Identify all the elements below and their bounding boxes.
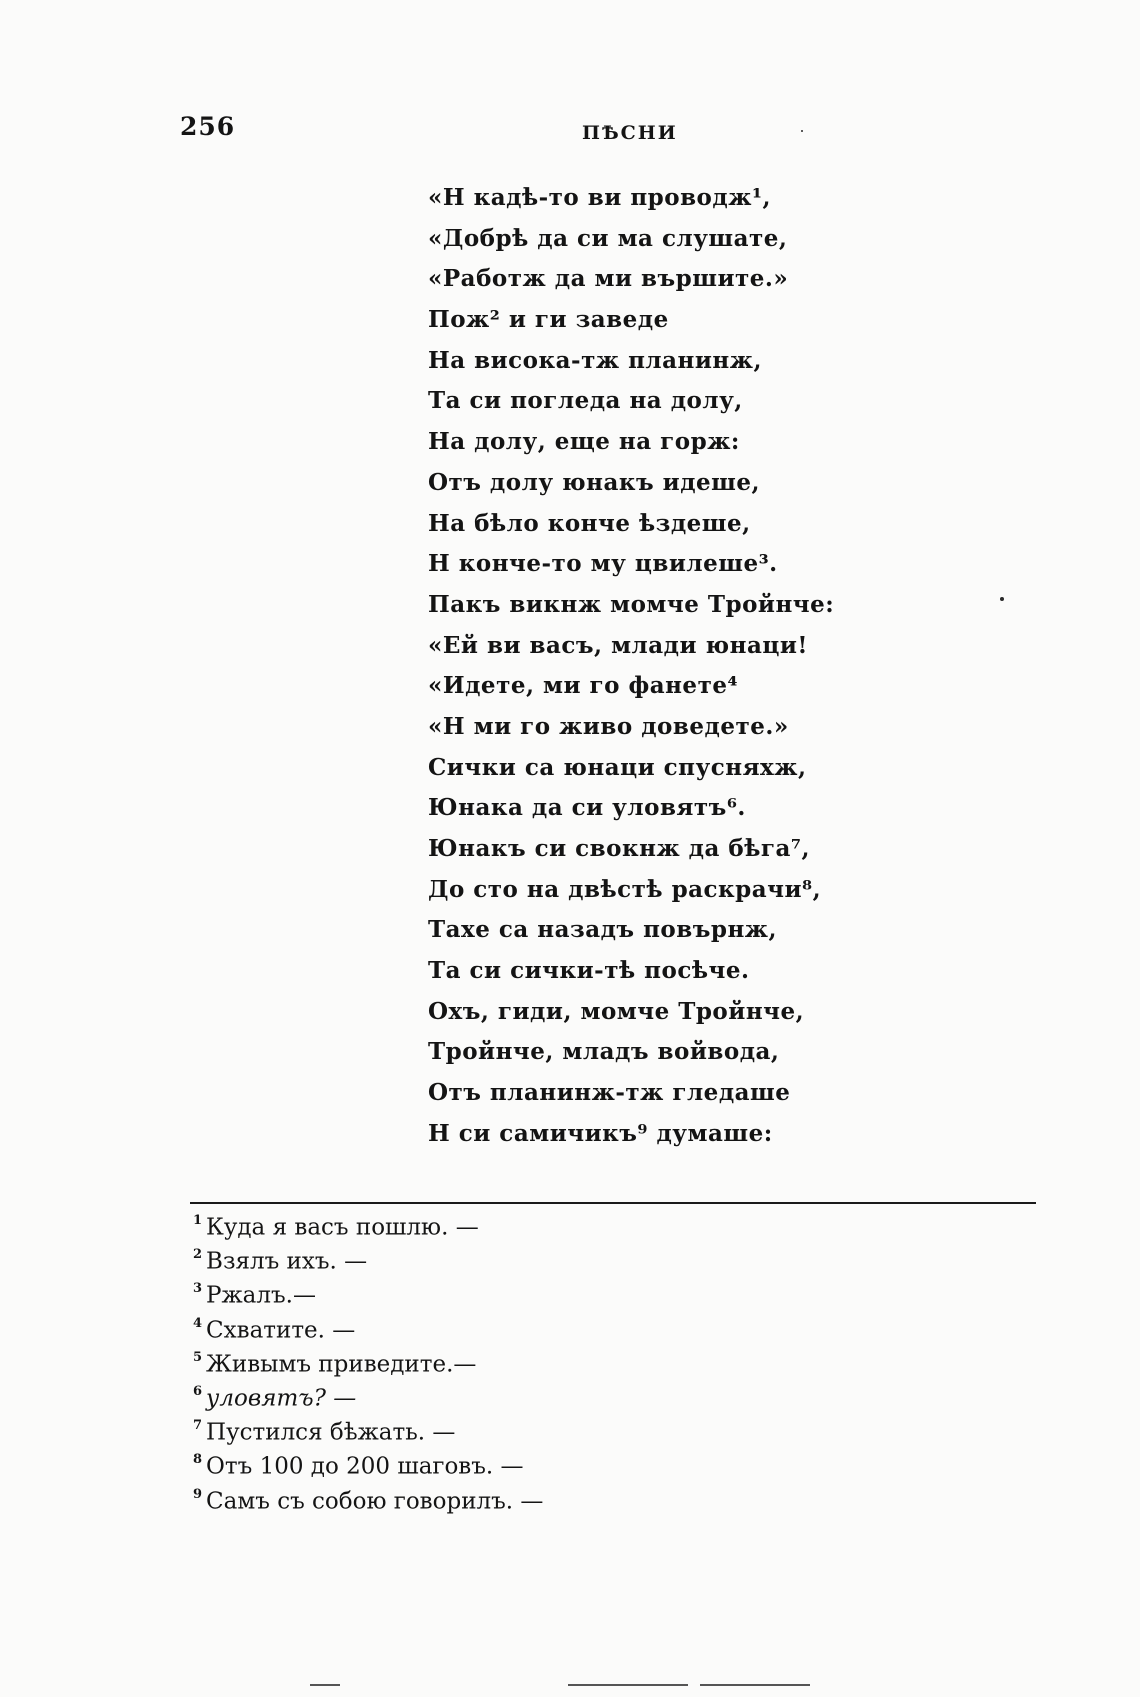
poem-verse: Пакъ викнж момче Тройнче:: [428, 590, 835, 618]
poem-verse: На бѣло конче ѣздеше,: [428, 509, 751, 537]
footnote-number: 5: [193, 1349, 203, 1365]
footnote: [193, 1480, 543, 1514]
footnote-text: Схватите. —: [206, 1317, 356, 1344]
footnote: [193, 1274, 543, 1308]
poem-verse: «Добрѣ да си ма слушате,: [428, 224, 788, 252]
footnote: [193, 1240, 543, 1274]
poem-verse: Та си сички-тѣ посѣче.: [428, 957, 750, 985]
footnote-text: Куда я васъ пошлю. —: [206, 1214, 479, 1241]
scan-edge-mark: [310, 1684, 340, 1686]
poem-verse: «Н кадѣ-то ви проводж¹,: [428, 184, 772, 211]
footnote-text: Самъ съ собою говорилъ. —: [206, 1488, 544, 1515]
poem-verse: На долу, еще на горж:: [428, 428, 740, 456]
poem-verse: Тройнче, младъ войвода,: [428, 1038, 780, 1066]
poem-verse: Охъ, гиди, момче Тройнче,: [428, 997, 805, 1025]
poem-verse: Пож² и ги заведе: [428, 306, 669, 334]
poem-verse: Юнакъ си свокнж да бѣга⁷,: [428, 835, 811, 862]
poem: [428, 178, 834, 1155]
footnote-number: 7: [193, 1418, 203, 1434]
poem-verse: Сички са юнаци спусняхж,: [428, 753, 807, 781]
footnote: [193, 1206, 543, 1240]
footnotes: [193, 1206, 543, 1514]
footnote-text: уловятъ? —: [206, 1385, 357, 1412]
poem-verse: Н конче-то му цвилеше³.: [428, 550, 778, 578]
footnote: [193, 1309, 543, 1343]
footnote-number: 6: [193, 1383, 203, 1399]
page-number: 256: [180, 112, 236, 141]
footnote-number: 1: [193, 1213, 203, 1228]
footnote-number: 9: [193, 1486, 203, 1502]
footnote: [193, 1343, 543, 1377]
poem-verse: «Ей ви васъ, млади юнаци!: [428, 631, 809, 659]
scan-edge-mark: [568, 1684, 688, 1686]
footnote-number: 8: [193, 1452, 203, 1468]
poem-verse: «Работж да ми вършите.»: [428, 265, 789, 293]
ink-speck: [1000, 597, 1004, 601]
poem-verse: До сто на двѣстѣ раскрачи⁸,: [428, 875, 822, 903]
poem-verse: «Идете, ми го фанете⁴: [428, 672, 739, 700]
poem-verse: Отъ планинж-тж гледаше: [428, 1079, 791, 1107]
footnote-separator: [190, 1202, 1036, 1204]
poem-verse: Тахе са назадъ повърнж,: [428, 916, 778, 944]
footnote: [193, 1411, 543, 1445]
footnote-number: 4: [193, 1315, 203, 1331]
poem-verse: «Н ми го живо доведете.»: [428, 712, 789, 740]
footnote-number: 2: [193, 1247, 203, 1263]
footnote-text: Взялъ ихъ. —: [206, 1248, 368, 1275]
footnote-text: Пустился бѣжать. —: [206, 1419, 456, 1446]
footnote: [193, 1377, 543, 1411]
poem-verse: Юнака да си уловятъ⁶.: [428, 794, 746, 822]
poem-verse: Н си самичикъ⁹ думаше:: [428, 1119, 773, 1147]
footnote-text: Отъ 100 до 200 шаговъ. —: [206, 1453, 524, 1480]
footnote: [193, 1445, 543, 1479]
footnote-text: Живымъ приведите.—: [206, 1351, 477, 1378]
running-head: ПѢСНИ: [582, 122, 678, 144]
footnote-number: 3: [193, 1281, 203, 1297]
ink-speck: [801, 130, 803, 132]
poem-verse: Отъ долу юнакъ идеше,: [428, 468, 761, 496]
scan-edge-mark: [700, 1684, 810, 1686]
poem-verse: На висока-тж планинж,: [428, 346, 762, 374]
footnote-text: Ржалъ.—: [206, 1283, 316, 1310]
poem-verse: Та си погледа на долу,: [428, 387, 743, 415]
